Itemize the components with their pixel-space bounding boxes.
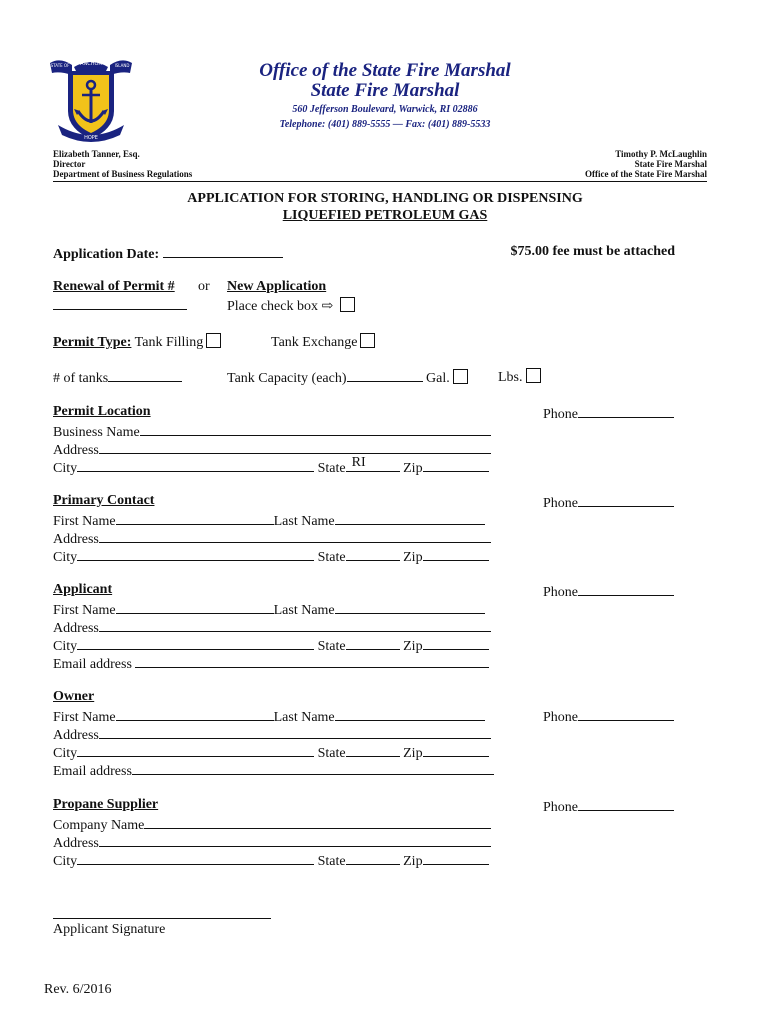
tank-exchange-row (271, 333, 375, 351)
address-label: Address (53, 836, 99, 851)
applicant-email-input[interactable] (135, 654, 489, 668)
fee-note: $75.00 fee must be attached (510, 244, 675, 259)
address-label: Address (53, 532, 99, 547)
address-label: Address (53, 443, 99, 458)
supplier-phone (543, 797, 674, 816)
seal-bottom-text: HOPE (84, 135, 98, 141)
last-name-label: Last Name (273, 603, 335, 618)
application-date-label: Application Date: (53, 247, 160, 262)
form-subtitle: LIQUEFIED PETROLEUM GAS (282, 208, 488, 223)
page-title: State Fire Marshal (310, 80, 460, 101)
first-name-label: First Name (53, 710, 116, 725)
lbs-label: Lbs. (498, 370, 523, 385)
seal-left-text: STATE OF (50, 63, 70, 68)
num-tanks-row (53, 368, 182, 387)
city-label: City (53, 461, 78, 476)
primary-address-input[interactable] (99, 529, 491, 543)
zip-label: Zip (403, 854, 423, 869)
primary-zip-input[interactable] (423, 547, 489, 561)
permit-location-phone-input[interactable] (578, 404, 674, 418)
permit-state-value: RI (351, 455, 366, 470)
last-name-label: Last Name (273, 710, 335, 725)
renewal-row (53, 296, 187, 315)
director-block (53, 149, 192, 179)
supplier-city-row (53, 851, 489, 870)
primary-first-name-input[interactable] (116, 511, 274, 525)
phone-label: Phone (543, 407, 578, 422)
permit-address-input[interactable] (99, 440, 491, 454)
zip-label: Zip (403, 639, 423, 654)
company-name-label: Company Name (53, 818, 145, 833)
header-divider (53, 181, 707, 182)
state-label: State (317, 746, 346, 761)
state-label: State (317, 854, 346, 869)
applicant-state-input[interactable] (346, 636, 400, 650)
applicant-city-row (53, 636, 489, 655)
applicant-email-row (53, 654, 489, 673)
marshal-role: State Fire Marshal (634, 159, 707, 169)
supplier-state-input[interactable] (346, 851, 400, 865)
office-name: Office of the State Fire Marshal (259, 60, 511, 81)
form-title: APPLICATION FOR STORING, HANDLING OR DISPENSING (187, 191, 583, 206)
supplier-phone-input[interactable] (578, 797, 674, 811)
state-label: State (317, 639, 346, 654)
owner-address-row (53, 725, 491, 744)
permit-zip-input[interactable] (423, 458, 489, 472)
tank-capacity-input[interactable] (347, 368, 423, 382)
permit-type-row (53, 333, 221, 351)
applicant-phone-input[interactable] (578, 582, 674, 596)
applicant-first-name-input[interactable] (116, 600, 274, 614)
phone-label: Phone (543, 800, 578, 815)
marshal-name: Timothy P. McLaughlin (615, 149, 707, 159)
supplier-address-input[interactable] (99, 833, 491, 847)
applicant-phone (543, 582, 674, 601)
address-label: Address (53, 728, 99, 743)
owner-address-input[interactable] (99, 725, 491, 739)
director-name: Elizabeth Tanner, Esq. (53, 149, 140, 159)
city-label: City (53, 550, 78, 565)
owner-last-name-input[interactable] (335, 707, 485, 721)
new-application-label: New Application (227, 279, 327, 294)
tank-filling-checkbox[interactable] (206, 333, 221, 348)
first-name-label: First Name (53, 514, 116, 529)
phone-label: Phone (543, 710, 578, 725)
owner-heading: Owner (53, 689, 95, 704)
primary-city-input[interactable] (77, 547, 314, 561)
gal-label: Gal. (426, 371, 450, 386)
seal-top-text: ANCHOR (80, 61, 102, 67)
primary-name-row (53, 511, 485, 530)
tank-capacity-row (227, 368, 468, 387)
owner-city-row (53, 743, 489, 762)
city-label: City (53, 854, 78, 869)
lbs-row (498, 368, 541, 386)
company-name-row (53, 815, 491, 834)
application-date-input[interactable] (163, 244, 283, 258)
place-check-label: Place check box ⇨ (227, 299, 334, 314)
primary-contact-phone (543, 493, 674, 512)
permit-location-phone (543, 404, 674, 423)
applicant-address-row (53, 618, 491, 637)
applicant-heading: Applicant (53, 582, 113, 597)
renewal-label: Renewal of Permit # (53, 279, 175, 294)
owner-email-input[interactable] (132, 761, 494, 775)
applicant-city-input[interactable] (77, 636, 314, 650)
applicant-last-name-input[interactable] (335, 600, 485, 614)
signature-line[interactable] (53, 918, 271, 919)
owner-state-input[interactable] (346, 743, 400, 757)
gal-checkbox[interactable] (453, 369, 468, 384)
supplier-address-row (53, 833, 491, 852)
tank-filling-label: Tank Filling (134, 335, 204, 350)
zip-label: Zip (403, 461, 423, 476)
state-label: State (317, 461, 346, 476)
city-label: City (53, 639, 78, 654)
applicant-zip-input[interactable] (423, 636, 489, 650)
owner-zip-input[interactable] (423, 743, 489, 757)
business-name-label: Business Name (53, 425, 140, 440)
marshal-dept: Office of the State Fire Marshal (584, 169, 707, 179)
place-check-row (227, 297, 355, 315)
company-name-input[interactable] (144, 815, 491, 829)
revision-text: Rev. 6/2016 (44, 982, 112, 997)
permit-city-row (53, 455, 489, 477)
new-application-checkbox[interactable] (340, 297, 355, 312)
owner-first-name-input[interactable] (116, 707, 274, 721)
zip-label: Zip (403, 746, 423, 761)
tank-exchange-checkbox[interactable] (360, 333, 375, 348)
signature-label: Applicant Signature (53, 922, 166, 937)
permit-location-heading: Permit Location (53, 404, 151, 419)
seal-right-text: ISLAND (114, 63, 130, 68)
permit-type-label: Permit Type: (53, 335, 132, 350)
phone-label: Phone (543, 585, 578, 600)
supplier-zip-input[interactable] (423, 851, 489, 865)
renewal-permit-input[interactable] (53, 296, 187, 310)
marshal-block (585, 149, 707, 179)
or-text: or (198, 279, 210, 294)
primary-last-name-input[interactable] (335, 511, 485, 525)
director-dept: Department of Business Regulations (53, 169, 193, 179)
owner-phone-input[interactable] (578, 707, 674, 721)
business-name-row (53, 422, 491, 441)
state-label: State (317, 550, 346, 565)
lbs-checkbox[interactable] (526, 368, 541, 383)
primary-address-row (53, 529, 491, 548)
num-tanks-label: # of tanks (53, 371, 109, 386)
applicant-address-input[interactable] (99, 618, 491, 632)
num-tanks-input[interactable] (108, 368, 182, 382)
tank-capacity-label: Tank Capacity (each) (227, 371, 347, 386)
owner-city-input[interactable] (77, 743, 314, 757)
office-phone: Telephone: (401) 889-5555 — Fax: (401) 889-5533 (279, 119, 491, 130)
permit-address-row (53, 440, 491, 459)
applicant-name-row (53, 600, 485, 619)
zip-label: Zip (403, 550, 423, 565)
propane-supplier-heading: Propane Supplier (53, 797, 159, 812)
application-date-row (53, 244, 283, 263)
address-label: Address (53, 621, 99, 636)
director-role: Director (53, 159, 86, 169)
supplier-city-input[interactable] (77, 851, 314, 865)
tank-exchange-label: Tank Exchange (271, 335, 358, 350)
email-label: Email address (53, 764, 132, 779)
primary-contact-heading: Primary Contact (53, 493, 155, 508)
owner-name-row (53, 707, 485, 726)
permit-city-input[interactable] (77, 458, 314, 472)
primary-phone-input[interactable] (578, 493, 674, 507)
office-address: 560 Jefferson Boulevard, Warwick, RI 02886 (292, 104, 478, 115)
permit-state-input[interactable] (346, 455, 400, 472)
primary-city-row (53, 547, 489, 566)
phone-label: Phone (543, 496, 578, 511)
primary-state-input[interactable] (346, 547, 400, 561)
last-name-label: Last Name (273, 514, 335, 529)
first-name-label: First Name (53, 603, 116, 618)
owner-email-row (53, 761, 494, 780)
business-name-input[interactable] (140, 422, 491, 436)
email-label: Email address (53, 657, 132, 672)
owner-phone (543, 707, 674, 726)
city-label: City (53, 746, 78, 761)
